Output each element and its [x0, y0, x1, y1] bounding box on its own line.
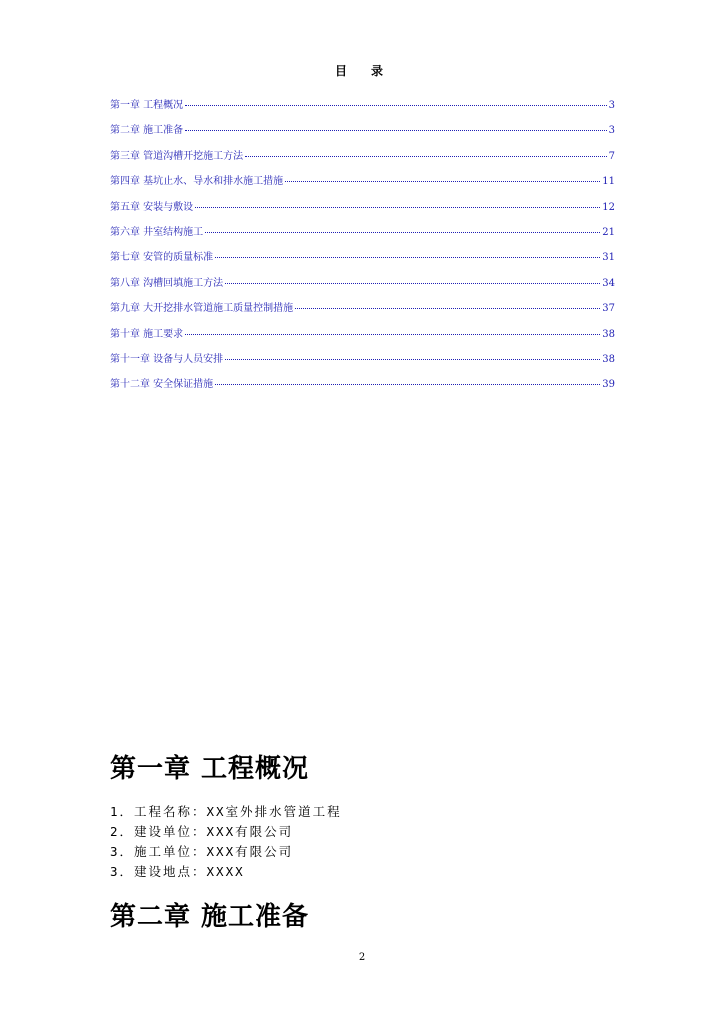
chapter-2-heading: 第二章 施工准备	[110, 902, 310, 932]
toc-entry-label: 第十章 施工要求	[110, 328, 184, 340]
toc-entry-page: 11	[602, 176, 615, 188]
table-of-contents	[110, 96, 615, 401]
toc-entry-ch2[interactable]	[110, 121, 615, 146]
toc-entry-page: 38	[602, 353, 615, 365]
toc-entry-page: 12	[602, 201, 615, 213]
toc-entry-label: 第八章 沟槽回填施工方法	[110, 277, 224, 289]
toc-dot-leader	[285, 181, 600, 182]
toc-entry-page: 31	[602, 252, 615, 264]
toc-entry-ch11[interactable]	[110, 350, 615, 375]
toc-entry-page: 37	[602, 303, 615, 315]
owner-line: 2．建设单位：XXX有限公司	[110, 824, 294, 839]
toc-dot-leader	[195, 207, 600, 208]
toc-dot-leader	[205, 232, 600, 233]
toc-entry-ch7[interactable]	[110, 248, 615, 273]
toc-dot-leader	[295, 308, 600, 309]
toc-dot-leader	[185, 334, 600, 335]
page-number: 2	[358, 952, 366, 963]
toc-entry-label: 第六章 井室结构施工	[110, 226, 204, 238]
contractor-line: 3．施工单位：XXX有限公司	[110, 844, 294, 859]
toc-entry-ch6[interactable]	[110, 223, 615, 248]
toc-entry-page: 21	[602, 226, 615, 238]
toc-entry-label: 第七章 安管的质量标准	[110, 252, 214, 264]
toc-title: 目 录	[334, 64, 389, 78]
toc-entry-ch10[interactable]	[110, 325, 615, 350]
toc-entry-label: 第九章 大开挖排水管道施工质量控制措施	[110, 303, 294, 315]
toc-dot-leader	[185, 105, 606, 106]
toc-entry-page: 7	[608, 150, 615, 162]
toc-entry-label: 第五章 安装与敷设	[110, 201, 194, 213]
toc-entry-label: 第三章 管道沟槽开挖施工方法	[110, 150, 244, 162]
toc-entry-page: 38	[602, 328, 615, 340]
toc-dot-leader	[215, 384, 600, 385]
toc-entry-ch9[interactable]	[110, 299, 615, 324]
toc-entry-page: 3	[608, 100, 615, 111]
toc-entry-page: 34	[602, 277, 615, 289]
toc-entry-label: 第二章 施工准备	[110, 125, 184, 137]
toc-entry-ch4[interactable]	[110, 172, 615, 197]
toc-dot-leader	[225, 359, 600, 360]
toc-entry-label: 第四章 基坑止水、导水和排水施工措施	[110, 176, 284, 188]
toc-dot-leader	[185, 130, 606, 131]
toc-dot-leader	[225, 283, 600, 284]
toc-entry-ch5[interactable]	[110, 198, 615, 223]
project-name-line: 1．工程名称：XX室外排水管道工程	[110, 804, 342, 819]
toc-entry-ch1[interactable]	[110, 96, 615, 121]
chapter-1-heading: 第一章 工程概况	[110, 754, 310, 784]
toc-dot-leader	[245, 156, 606, 157]
toc-entry-ch12[interactable]	[110, 375, 615, 400]
toc-entry-label: 第十一章 设备与人员安排	[110, 353, 224, 365]
toc-dot-leader	[215, 257, 600, 258]
toc-entry-ch8[interactable]	[110, 274, 615, 299]
location-line: 3．建设地点：XXXX	[110, 864, 245, 879]
toc-entry-page: 3	[608, 125, 615, 137]
project-info	[110, 802, 342, 882]
toc-entry-page: 39	[602, 379, 615, 391]
toc-entry-label: 第十二章 安全保证措施	[110, 379, 214, 391]
toc-entry-label: 第一章 工程概况	[110, 100, 184, 111]
toc-entry-ch3[interactable]	[110, 147, 615, 172]
